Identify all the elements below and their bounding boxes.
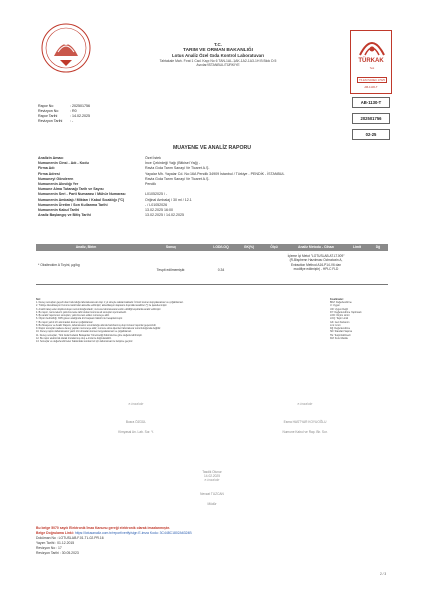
abbreviation-line: LOQ: Tayin Limiti (330, 317, 349, 321)
note-line: 2. Türkiye Akreditasyon Kurumu tarafından akredite edilmiştir; akreditasyon kapsamı dışındaki analizler (*) ile işaretlenmiştir. (36, 304, 168, 308)
cell-gk (236, 251, 262, 284)
report-no-box: 202501756 (352, 113, 390, 124)
signature-left (76, 402, 196, 434)
col-header: GK(%) (243, 245, 255, 250)
field-label: Firma Adresi (38, 171, 60, 176)
turkak-sub: Test (369, 67, 375, 70)
field-value: L0105​2025 / - (145, 192, 168, 197)
approval-label: Tasdik Olunur (202, 470, 222, 474)
lab-name: Lotus Analiz Özel Gıda Kontrol Laboratuvarı (171, 53, 265, 59)
field-label: Numune Alma Tutanağı Tarih ve Sayısı (38, 187, 104, 192)
signer-name: Busra ÖZGÜL (125, 420, 147, 424)
results-table-header (36, 244, 388, 251)
note-line: 13. Sonuçlar ve değerlendirmeler hakkındaki sorularınız için laboratuvar ile iletişime geçiniz. (36, 340, 134, 344)
cell-result: Tespit edilmemiştir. (156, 268, 186, 272)
field-label: Numunenin Kabul Tarihi (38, 207, 80, 212)
field-label: Numunenin Seri - Parti Numarası / Mühür Numarası (38, 192, 126, 197)
esign-label: e-imzalıdır (128, 402, 144, 406)
note-line: 4. Bu rapor, numunelerin yalnızca teste tabi tutulan kısmına ait sonuçları içermektedir. (36, 310, 127, 314)
field-value: Ravla Gıda Tarım Sanayi Ve Ticaret A.Ş. (145, 176, 210, 181)
field-value: - / L0105​2026 (145, 202, 168, 207)
meta-key: Revizyon No (38, 109, 59, 113)
note-line: 7. Bu rapor yazılı izin alınmadan kısmen çoğaltılamaz. (36, 320, 94, 324)
meta-row (38, 119, 90, 124)
meta-value: : 14.02.2025 (70, 114, 90, 118)
signature-right (240, 402, 370, 434)
org-tc: T.C. (214, 42, 222, 47)
field-label: Numunenin Ambalajı / Miktarı / Kabul Sıcaklığı (°C) (38, 197, 125, 202)
field-value: Ravla Gıda Tarım Sanayi Ve Ticaret A.Ş. (145, 166, 210, 171)
report-footer (36, 526, 336, 556)
meta-key: Rapor Tarihi (38, 114, 58, 118)
field-value: Özel İstek (145, 156, 161, 160)
signer-role: Müdür (207, 502, 217, 506)
rev-no: Revizyon No : 17 (36, 545, 62, 550)
abbreviation-line: DY: Değerlendirme Yapılmadı (330, 310, 362, 314)
col-header: Analiz Metodu - Cihazı (298, 245, 334, 250)
note-line: 6. Ölçüm belirsizliği, %95 güven aralığında k=2 kapsam faktörü ile hesaplanmıştır. (36, 317, 123, 321)
note-line: 5. Bu analiz raporunun sonuçları, yalnızca test edilen numuneye aittir. (36, 314, 110, 318)
report-header (118, 42, 318, 67)
col-header: Ölçü (270, 245, 278, 250)
abbreviation-line: U: Uygun (330, 304, 340, 308)
field-value: Orijinal Ambalaj / 30 ml / 12.1 (145, 197, 192, 202)
abbreviation-line: KM: Kuru Madde (330, 336, 348, 340)
signer-role: Numune Kabul ve Rap. Bir. Sor. (282, 430, 328, 434)
lab-address-line2: Avcılar/İSTANBUL/TÜRKİYE (196, 63, 240, 68)
cell-analysis: * Oksiteokim A Toyini, µg/kg (38, 263, 80, 267)
note-line: 1. Deney sonuçları geçerli olan bulunduğu laboratuvara ait olup 1 yıl süreyle saklanmaktadır. İzinsiz kısmen kopyalanamaz ve çoğaltılamaz. (36, 301, 184, 305)
signer-role: Kimyasal An. Lab. Sor. Y. (118, 430, 154, 434)
field-row (38, 213, 388, 218)
col-header: Limit (352, 245, 362, 250)
signer-name: Esma HASTYAR KOYUOĞLU (283, 420, 327, 424)
abbreviation-line: LOD: Ölçüm Limiti (330, 314, 350, 318)
abbreviation-line: Dğ: Değerlendirme (330, 327, 351, 331)
lab-address-line1: Tahtakale Mah. Fırat 1 Cad. Kapı No 6 TAN-1AL-1AK-1A2-1A3-1H B Blok D:5 (159, 58, 277, 63)
cell-limit (346, 251, 368, 284)
note-line: 10. Deney raporu laboratuvarın yazılı izni olmadan kısmen kopyalanamaz ve çoğaltılamaz. (36, 330, 132, 334)
verify-link[interactable]: https://lotusanaliz.com.tr/report/verify/sign E-imza Kodu: 3C448C1802A6324B (74, 530, 192, 535)
accreditation-no-box: AB-1130-T (352, 97, 390, 108)
abbreviations (330, 298, 390, 340)
signer-name: Nevzat TUZCAN (200, 492, 224, 496)
signature-center (152, 470, 272, 506)
results-table (36, 244, 388, 285)
field-label: Firma Adı (38, 166, 55, 171)
turkak-accreditation-badge (350, 30, 392, 94)
esign-warning: Bu belge 5070 sayılı Elektronik İmza Kanunu gereği elektronik olarak imzalanmıştır. (36, 526, 170, 530)
cell-dg (368, 251, 388, 284)
col-header: Sonuç (165, 245, 177, 250)
cell-lod: 0.34 (217, 268, 225, 272)
col-header: Analiz, Birim (75, 245, 97, 250)
field-value: İnce Çekirdeği Yağı (Bitkisel Yağ) - (145, 161, 201, 166)
field-label: Numunenin Üretim / Son Kullanma Tarihi (38, 202, 108, 207)
approval-date: 14.02.2025 (204, 474, 220, 478)
field-value: 13.02.2025 16:00 (145, 207, 173, 212)
report-meta (38, 104, 90, 124)
table-row (36, 251, 388, 285)
cell-method: İçleme İçi Metot "LOTUSLAB.AT.LT.009" (R-Bisphenn Hazılması Ochratoxin A, Extraction Method A16-P14-V6 dan modifiye edilmiştir) - HPLC FLD (287, 254, 345, 272)
sample-fields (38, 156, 388, 218)
report-title: MUAYENE VE ANALİZ RAPORU (172, 145, 251, 151)
field-label: Numunenin Alındığı Yer (38, 181, 79, 186)
turkak-name: TÜRKAK (358, 58, 384, 64)
report-notes (36, 298, 326, 343)
note-line: 9. Rapor sonuçları sadece deney yapılan numuneye aittir; numune alma işlemleri laboratuvar sorumluluğunda değildir. (36, 327, 161, 331)
col-header: LOD/LOQ (213, 245, 229, 250)
col-header: Dğ (375, 245, 381, 250)
abbreviation-line: Lmt: Limit (330, 323, 341, 327)
note-line: 12. Bu rapor elektronik olarak imzalanmış olup e-imza ile doğrulanabilir. (36, 336, 112, 340)
abbreviation-line: BKZ: Değerlendirme (330, 301, 352, 305)
esign-label: e-imzalıdır (204, 478, 220, 482)
note-line: 8. Bu Muayene ve Analiz Raporu, laboratuvarın sorumluluğu altında hazırlanmış olup imzasız raporlar geçersizdir. (36, 323, 157, 327)
date-code-box: 02-25 (352, 129, 390, 140)
abbreviation-line: UD: Uygun Değil (330, 307, 348, 311)
meta-value: : - (70, 119, 74, 123)
field-value: 13.02.2025 / 14.02.2025 (145, 213, 184, 218)
meta-key: Rapor No (38, 104, 54, 108)
note-line: 3. Analizi talep eden kişi/kuruluşun sorumluluğundadır; numune laboratuvara teslim edildiği koşullarda analiz edilmiştir. (36, 307, 162, 311)
abbreviation-line: Kısaltmalar: (330, 298, 344, 301)
doc-no: Doküman No : LOTUSLAB.F.01.TL.02.PR.16 (36, 535, 104, 540)
field-value: Pendik (145, 181, 156, 186)
pub-date: Yayım Tarihi : 01.12.2015 (36, 540, 75, 545)
ministry-logo (40, 22, 92, 74)
ministry-name: TARIM VE ORMAN BAKANLIĞI (183, 47, 253, 53)
cell-olcu (262, 251, 286, 284)
field-label: Analiz Başlangıç ve Bitiş Tarihi (38, 213, 91, 218)
abbreviation-line: GK: Geri Kazanım (330, 320, 350, 324)
esign-label: e-imzalıdır (297, 402, 313, 406)
turkak-standard: TS EN ISO/IEC 17025 (357, 77, 387, 83)
meta-value: : 202501756 (70, 104, 90, 108)
field-label: Numunenin Cinsi - Adı - Kodu (38, 161, 89, 166)
field-value: Yayalar Mh. Yayalar Cd. No:16A Pendik 34909 İstanbul / Türkiye - PENDİK - İSTANBUL (145, 171, 285, 176)
field-label: Numuneyi Gönderen (38, 176, 74, 181)
abbreviation-line: SD: Standart Sapma (330, 330, 352, 334)
note-line: Not: (36, 298, 41, 301)
field-label: Analizin Amacı (38, 156, 64, 160)
turkak-code: AB-1130-T (364, 85, 378, 89)
note-line: 11. Deney sonuçları, Türk Gıda Kodeksi Bulaşanlar Yönetmeliği hükümlerine göre değerlendirilmiştir. (36, 333, 143, 337)
abbreviation-line: TE: Tespit Edilmedi (330, 333, 351, 337)
verify-label: Belge Doğrulama Linki: (36, 530, 74, 535)
page-number: 2 / 3 (380, 572, 387, 576)
meta-key: Revizyon Tarihi (38, 119, 63, 123)
turkak-emblem-icon (357, 35, 387, 57)
meta-value: : R0 (70, 109, 77, 113)
rev-date: Revizyon Tarihi : 30.05.2023 (36, 550, 79, 555)
